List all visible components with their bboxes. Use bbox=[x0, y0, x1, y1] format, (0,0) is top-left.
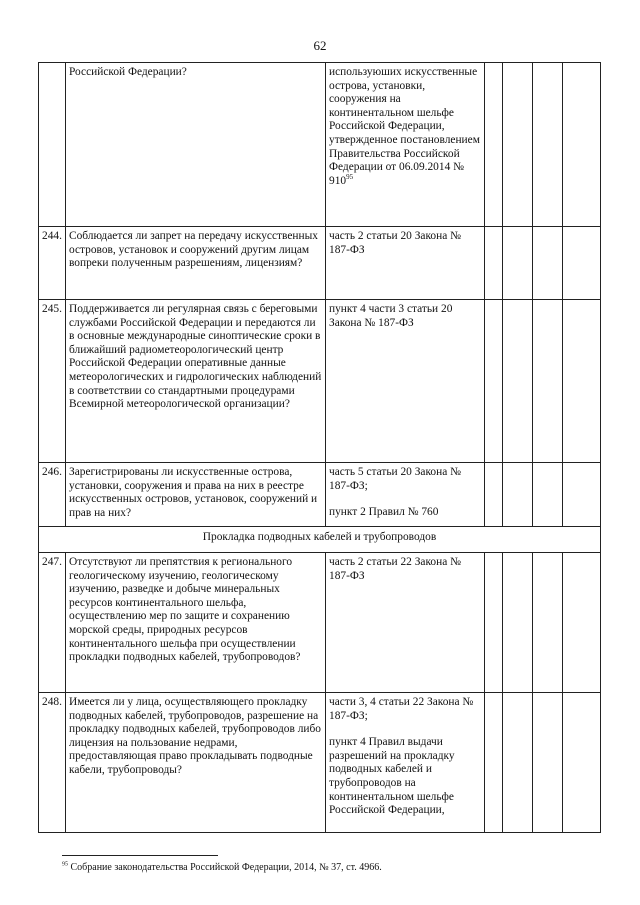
row-reference: часть 2 статьи 20 Закона № 187-ФЗ bbox=[326, 227, 485, 300]
section-row bbox=[39, 527, 601, 553]
table-row bbox=[39, 553, 601, 693]
blank-cell bbox=[485, 300, 503, 463]
row-question: Поддерживается ли регулярная связь с береговыми службами Российской Федерации и передаются ли в основные международные синоптические сроки в ближайший радиометеорологический центр Российской Федерации оперативные данные метеорологических и гидрологических наблюдений в соответствии со стандартными процедурами Всемирной метеорологической организации? bbox=[66, 300, 326, 463]
row-reference: используюших искусственные острова, установки, сооружения на континентальном шельфе Российской Федерации, утвержденное постановлением Правительства Российской Федерации от 06.09.2014 № $910^{95}$ bbox=[326, 63, 485, 227]
row-reference: пункт 4 части 3 статьи 20 Закона № 187-ФЗ bbox=[326, 300, 485, 463]
blank-cell bbox=[503, 300, 533, 463]
row-reference: части 3, 4 статьи 22 Закона № 187-ФЗ; пункт 4 Правил выдачи разрешений на прокладку подводных кабелей и трубопроводов на континентальном шельфе Российской Федерации, bbox=[326, 693, 485, 833]
footnote-mark: 95 bbox=[346, 172, 354, 181]
checklist-table bbox=[38, 62, 601, 833]
table-row bbox=[39, 227, 601, 300]
page-number: 62 bbox=[313, 38, 327, 53]
blank-cell bbox=[485, 63, 503, 227]
blank-cell bbox=[503, 553, 533, 693]
blank-cell bbox=[485, 553, 503, 693]
blank-cell bbox=[533, 63, 563, 227]
blank-cell bbox=[533, 300, 563, 463]
footnote-mark: 95 bbox=[62, 861, 68, 868]
blank-cell bbox=[485, 693, 503, 833]
row-question: Российской Федерации? bbox=[66, 63, 326, 227]
row-number: 246. bbox=[39, 463, 66, 527]
blank-cell bbox=[563, 693, 601, 833]
row-number: 248. bbox=[39, 693, 66, 833]
table-row bbox=[39, 63, 601, 227]
table-row bbox=[39, 300, 601, 463]
blank-cell bbox=[533, 553, 563, 693]
blank-cell bbox=[563, 300, 601, 463]
row-number bbox=[39, 63, 66, 227]
row-question: Зарегистрированы ли искусственные острова, установки, сооружения и права на них в реестре искусственных островов, установок, сооружений и прав на них? bbox=[66, 463, 326, 527]
blank-cell bbox=[533, 227, 563, 300]
blank-cell bbox=[503, 63, 533, 227]
row-reference: часть 5 статьи 20 Закона № 187-ФЗ; пункт 2 Правил № 760 bbox=[326, 463, 485, 527]
blank-cell bbox=[485, 227, 503, 300]
row-number: 245. bbox=[39, 300, 66, 463]
row-question: Имеется ли у лица, осуществляющего прокладку подводных кабелей, трубопроводов, разрешение на прокладку подводных кабелей, трубопроводов либо лицензия на пользование недрами, предоставляющая право прокладывать подводные кабели, трубопроводы? bbox=[66, 693, 326, 833]
row-number: 247. bbox=[39, 553, 66, 693]
blank-cell bbox=[485, 463, 503, 527]
footnote-text: Собрание законодательства Российской Федерации, 2014, № 37, ст. 4966. bbox=[68, 862, 382, 873]
blank-cell bbox=[563, 553, 601, 693]
blank-cell bbox=[503, 227, 533, 300]
blank-cell bbox=[563, 227, 601, 300]
blank-cell bbox=[533, 693, 563, 833]
footnote bbox=[62, 862, 382, 873]
row-number: 244. bbox=[39, 227, 66, 300]
table-row bbox=[39, 463, 601, 527]
row-question: Отсутствуют ли препятствия к регионального геологическому изучению, геологическому изучению, разведке и добыче минеральных ресурсов континентального шельфа, осуществлению мер по защите и сохранению морской среды, природных ресурсов континентального шельфа при осуществлении прокладки подводных кабелей, трубопроводов? bbox=[66, 553, 326, 693]
blank-cell bbox=[503, 463, 533, 527]
row-reference: часть 2 статьи 22 Закона № 187-ФЗ bbox=[326, 553, 485, 693]
blank-cell bbox=[503, 693, 533, 833]
blank-cell bbox=[563, 63, 601, 227]
footnote-divider bbox=[62, 855, 218, 856]
section-title: Прокладка подводных кабелей и трубопроводов bbox=[39, 527, 601, 553]
blank-cell bbox=[533, 463, 563, 527]
row-question: Соблюдается ли запрет на передачу искусственных островов, установок и сооружений другим лицам вопреки полученным разрешениям, лицензиям? bbox=[66, 227, 326, 300]
table-row bbox=[39, 693, 601, 833]
blank-cell bbox=[563, 463, 601, 527]
